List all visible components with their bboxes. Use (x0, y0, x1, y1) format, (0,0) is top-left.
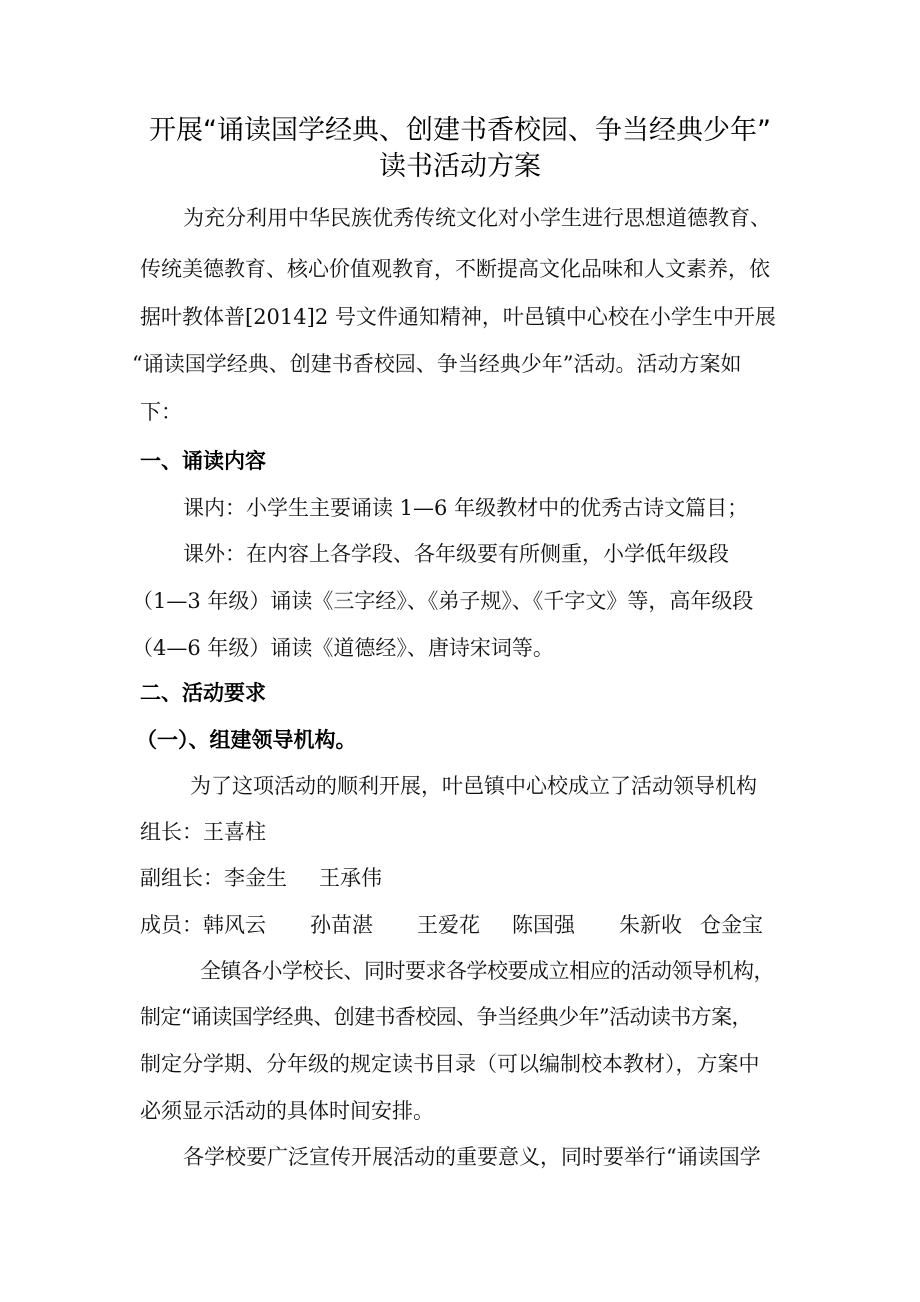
section-heading-1: 一、诵读内容 (140, 449, 266, 473)
member-name: 仓金宝 (700, 913, 763, 937)
leadership-intro: 为了这项活动的顺利开展，叶邑镇中心校成立了活动领导机构 (190, 774, 757, 798)
leader-name: 王喜柱 (203, 820, 266, 844)
section1-line-1: 课内：小学生主要诵读 1—6 年级教材中的优秀古诗文篇目； (183, 496, 749, 520)
intro-line-4: “诵读国学经典、创建书香校园、争当经典少年”活动。活动方案如 (132, 352, 742, 376)
intro-line-1: 为充分利用中华民族优秀传统文化对小学生进行思想道德教育、 (183, 206, 771, 230)
section-heading-2: 二、活动要求 (140, 681, 266, 705)
deputy-name: 王承伟 (319, 866, 382, 890)
section1-line-4: （4—6 年级）诵读《道德经》、唐诗宋词等。 (132, 636, 554, 660)
member-name: 韩风云 (203, 913, 266, 937)
section2-line-3: 制定分学期、分年级的规定读书目录（可以编制校本教材），方案中 (140, 1052, 760, 1076)
section1-line-3: （1—3 年级）诵读《三字经》、《弟子规》、《千字文》等，高年级段 (132, 589, 754, 613)
member-name: 朱新收 (619, 913, 682, 937)
members-label: 成员： (140, 913, 203, 937)
intro-line-5: 下： (140, 400, 182, 424)
intro-line-3: 据叶教体普[2014]2 号文件通知精神，叶邑镇中心校在小学生中开展 (140, 305, 776, 329)
subsection-heading: （一）、组建领导机构。 (136, 728, 357, 752)
section2-line-4: 必须显示活动的具体时间安排。 (140, 1099, 434, 1123)
deputy-row (140, 864, 382, 892)
leader-label: 组长： (140, 820, 203, 844)
section2-line-2: 制定“诵读国学经典、创建书香校园、争当经典少年”活动读书方案， (140, 1005, 752, 1029)
member-name: 孙苗湛 (310, 913, 373, 937)
deputy-name: 李金生 (224, 866, 287, 890)
section2-line-1: 全镇各小学校长、同时要求各学校要成立相应的活动领导机构， (200, 959, 774, 983)
leader-row (140, 818, 266, 846)
section1-line-2: 课外：在内容上各学段、各年级要有所侧重，小学低年级段 (183, 542, 729, 566)
members-row (140, 911, 763, 939)
section2-line-5: 各学校要广泛宣传开展活动的重要意义，同时要举行“诵读国学 (183, 1145, 761, 1169)
document-title-line2: 读书活动方案 (379, 151, 541, 182)
deputy-label: 副组长： (140, 866, 224, 890)
member-name: 王爱花 (417, 913, 480, 937)
intro-line-2: 传统美德教育、核心价值观教育，不断提高文化品味和人文素养，依 (140, 257, 770, 281)
document-title-line1: 开展“诵读国学经典、创建书香校园、争当经典少年” (149, 115, 771, 146)
member-name: 陈国强 (512, 913, 575, 937)
